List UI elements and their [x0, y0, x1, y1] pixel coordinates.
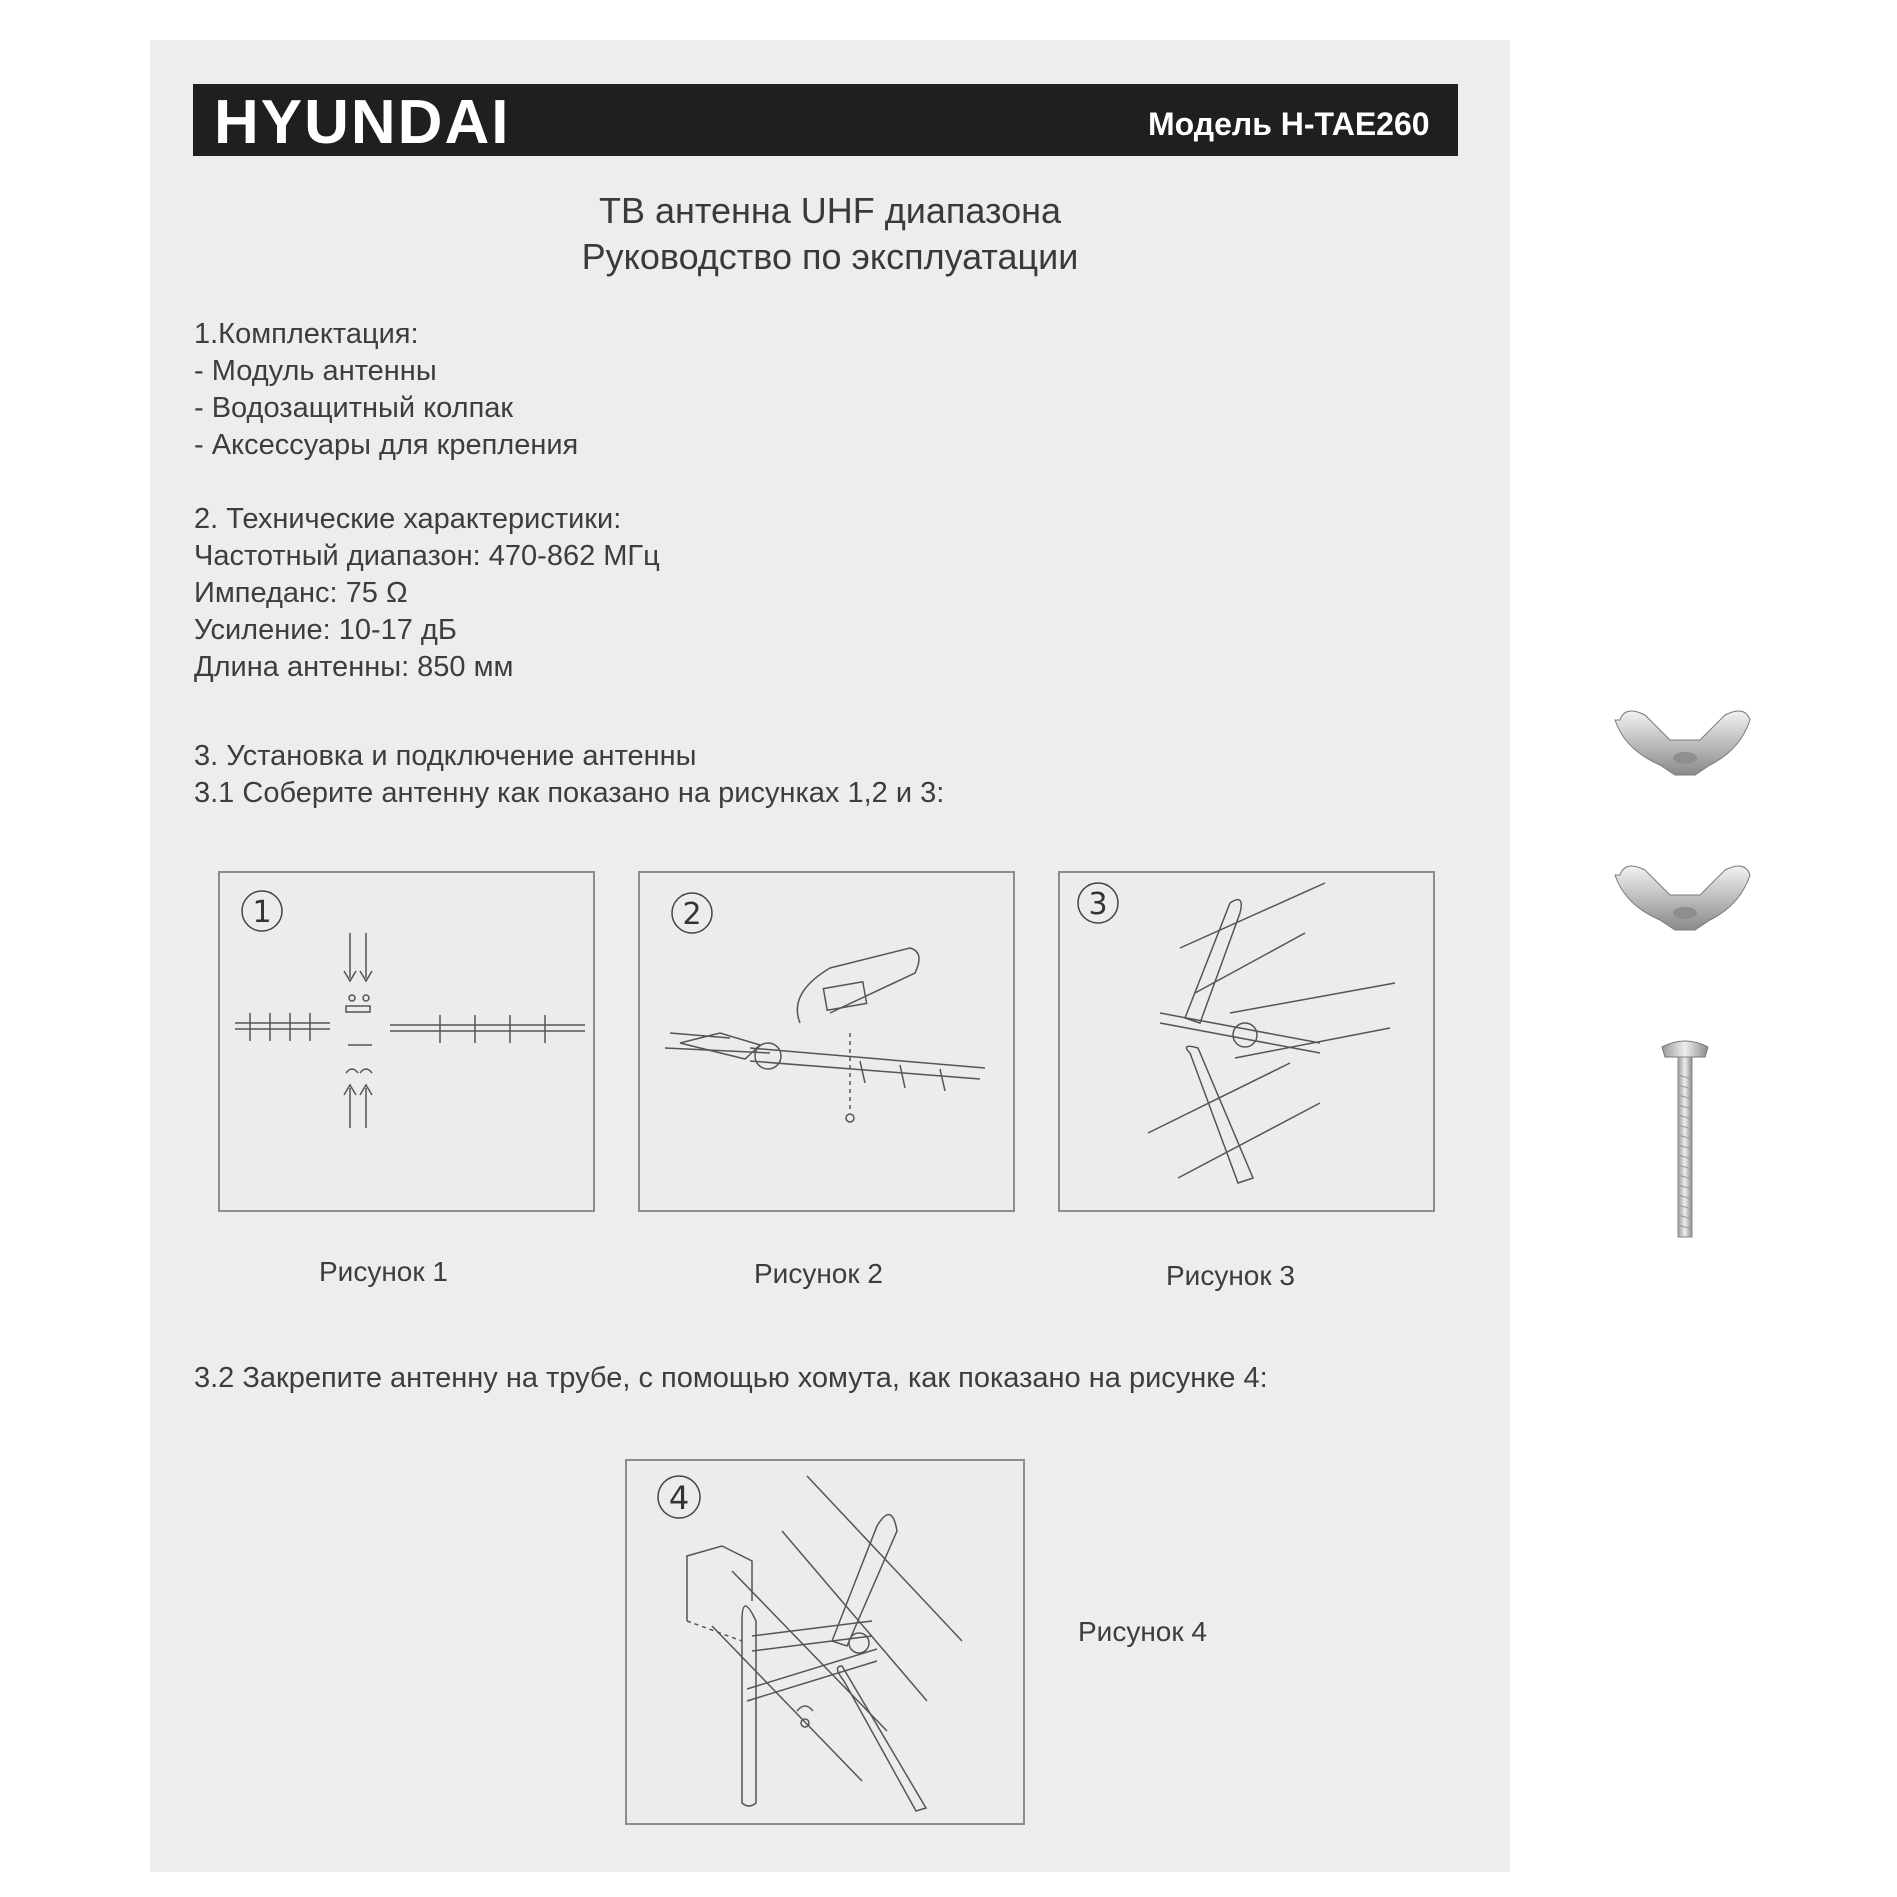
section1-heading: 1.Комплектация: [194, 318, 419, 350]
list-item: - Аксессуары для крепления [194, 429, 579, 461]
brand-logo: HYUNDAI [214, 88, 511, 157]
figure-1-caption: Рисунок 1 [319, 1256, 448, 1287]
figure-4 [625, 1459, 1025, 1825]
step-3-1: 3.1 Соберите антенну как показано на рисунках 1,2 и 3: [194, 777, 945, 809]
model-label: Модель H-TAE260 [1148, 106, 1430, 142]
figure-4-caption: Рисунок 4 [1078, 1616, 1207, 1647]
spec-line: Усиление: 10-17 дБ [194, 614, 457, 646]
figure-number: 1 [252, 895, 272, 930]
figure-number: 4 [668, 1479, 690, 1517]
wing-nut-icon [1610, 700, 1760, 790]
figure-3 [1058, 871, 1435, 1212]
list-item: - Модуль антенны [194, 355, 437, 387]
figure-2 [638, 871, 1015, 1212]
figure-number: 3 [1088, 887, 1108, 922]
figure-1 [218, 871, 595, 1212]
antenna-assembly-drawing-3 [1060, 873, 1433, 1210]
list-item: - Водозащитный колпак [194, 392, 514, 424]
antenna-assembly-drawing-1 [220, 873, 593, 1210]
bolt-icon [1650, 1035, 1720, 1245]
figure-number: 2 [682, 897, 702, 932]
section3-heading: 3. Установка и подключение антенны [194, 740, 697, 772]
antenna-mounting-drawing [627, 1461, 1023, 1823]
spec-line: Частотный диапазон: 470-862 МГц [194, 540, 660, 572]
spec-line: Длина антенны: 850 мм [194, 651, 514, 683]
document-title: ТВ антенна UHF диапазона [598, 190, 1062, 231]
spec-line: Импеданс: 75 Ω [194, 577, 408, 609]
step-3-2: 3.2 Закрепите антенну на трубе, с помощью хомута, как показано на рисунке 4: [194, 1362, 1268, 1394]
wing-nut-icon [1610, 855, 1760, 945]
figure-3-caption: Рисунок 3 [1166, 1260, 1295, 1291]
document-subtitle: Руководство по эксплуатации [581, 236, 1079, 277]
figure-2-caption: Рисунок 2 [754, 1258, 883, 1289]
section2-heading: 2. Технические характеристики: [194, 503, 622, 535]
antenna-assembly-drawing-2 [640, 873, 1013, 1210]
